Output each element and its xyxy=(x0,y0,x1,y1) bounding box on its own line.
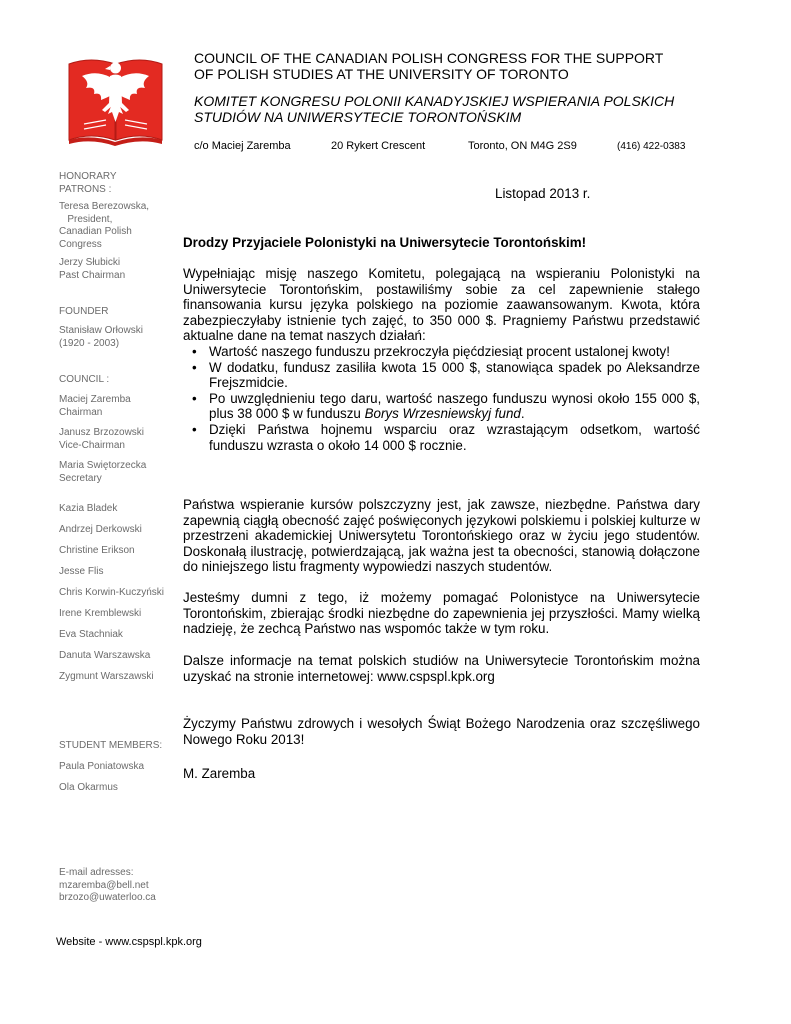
officer-role: Chairman xyxy=(59,406,103,418)
bullet-text-end: . xyxy=(520,406,525,422)
letter-paragraph xyxy=(183,653,700,684)
letter-paragraph-text: Państwa wspieranie kursów polszczyzny jest, jak zawsze, niezbędne. Państwa dary zapewnią ciągłą obecność zajęć poświęconych językowi polskiemu i polskiej kulturze w przestrzeni akademickiej Uniwersytetu Torontońskiego oraz w życiu jego studentów. Doskonałą ilustrację, potwierdzającą, jak ważna jest ta obecności, stanowią dołączone do niniejszego listu fragmenty wypowiedzi naszych studentów. xyxy=(183,497,700,575)
sidebar-council-officer xyxy=(59,460,146,485)
student-member: Paula Poniatowska xyxy=(59,761,145,772)
patron1-line: Canadian Polish xyxy=(59,226,132,237)
sidebar-council-heading: COUNCIL : xyxy=(59,374,110,385)
bullet-item: • Wartość naszego funduszu przekroczyła pięćdziesiąt procent ustalonej kwoty! xyxy=(183,344,700,360)
sidebar-council-officer xyxy=(59,427,144,452)
officer-role: Secretary xyxy=(59,472,102,484)
honorary-heading-line2: PATRONS : xyxy=(59,183,112,195)
founder-line: Stanisław Orłowski xyxy=(59,325,143,336)
sidebar-founder-heading: FOUNDER xyxy=(59,306,109,317)
patron1-line: Congress xyxy=(59,238,102,250)
patron1-line: Teresa Berezowska, xyxy=(59,201,150,212)
sidebar-student-heading: STUDENT MEMBERS: xyxy=(59,740,163,751)
sidebar-founder xyxy=(59,325,143,350)
patron2-line: Jerzy Słubicki xyxy=(59,257,121,268)
letter-paragraph xyxy=(183,716,700,747)
letter-paragraph xyxy=(183,590,700,637)
header-title-polish-line1: KOMITET KONGRESU POLONII KANADYJSKIEJ WSPIERANIA POLSKICH xyxy=(194,93,675,109)
letter-paragraph-text: Dalsze informacje na temat polskich studiów na Uniwersytecie Torontońskim można uzyskać na stronie internetowej: www.cspspl.kpk.org xyxy=(183,653,700,684)
bullet-item: • W dodatku, fundusz zasiliła kwota 15 000 $, stanowiąca spadek po Aleksandrze Frejszmidcie. xyxy=(183,360,700,391)
patron1-line: President, xyxy=(59,213,113,225)
address-phone: (416) 422-0383 xyxy=(617,141,686,152)
email-address[interactable]: brzozo@uwaterloo.ca xyxy=(59,892,156,903)
sidebar-patron-berezowska xyxy=(59,201,149,251)
fund-name: Borys Wrzesniewskyj fund xyxy=(364,406,521,422)
council-member: Irene Kremblewski xyxy=(59,608,142,619)
officer-name: Maria Swiętorzecka xyxy=(59,460,147,471)
address-city: Toronto, ON M4G 2S9 xyxy=(468,140,577,152)
bullet-item: • Dzięki Państwa hojnemu wsparciu oraz wzrastającym odsetkom, wartość funduszu wzrasta o około 14 000 $ rocznie. xyxy=(183,422,700,453)
founder-line: (1920 - 2003) xyxy=(59,337,120,349)
officer-role: Vice-Chairman xyxy=(59,439,125,451)
header-title-polish xyxy=(194,93,674,125)
bullet-text: Po uwzględnieniu tego daru, wartość naszego funduszu wynosi około 155 000 $, plus 38 000 $ w funduszu xyxy=(209,390,700,422)
student-member: Ola Okarmus xyxy=(59,782,118,793)
council-member: Danuta Warszawska xyxy=(59,650,151,661)
header-title-english-line1: COUNCIL OF THE CANADIAN POLISH CONGRESS FOR THE SUPPORT xyxy=(194,50,664,66)
sidebar-council-officer xyxy=(59,394,131,419)
council-member: Zygmunt Warszawski xyxy=(59,671,154,682)
letter-signature: M. Zaremba xyxy=(183,766,256,781)
email-address[interactable]: mzaremba@bell.net xyxy=(59,879,149,891)
header-title-english-line2: OF POLISH STUDIES AT THE UNIVERSITY OF TORONTO xyxy=(194,66,569,82)
sidebar-patron-slubicki xyxy=(59,257,125,282)
sidebar-email-block xyxy=(59,867,156,905)
header-title-english xyxy=(194,50,663,82)
email-heading: E-mail adresses: xyxy=(59,867,134,878)
letter-paragraph: Wypełniając misję naszego Komitetu, polegającą na wspieraniu Polonistyki na Uniwersytecie Torontońskim, postawiliśmy sobie za cel zapewnienie stałego finansowania kursu języka polskiego na poziomie zaawansowanym. Kwota, która zabezpieczyłaby istnienie tych zajęć, to 350 000 $. Pragniemy Państwu przedstawić aktualne dane na temat naszych działań: xyxy=(183,266,700,344)
letter-paragraph-text: Życzymy Państwu zdrowych i wesołych Świąt Bożego Narodzenia oraz szczęśliwego Nowego Roku 2013! xyxy=(183,716,700,747)
header-title-polish-line2: STUDIÓW NA UNIWERSYTECIE TORONTOŃSKIM xyxy=(194,109,522,125)
council-member: Eva Stachniak xyxy=(59,629,123,640)
letter-paragraph xyxy=(183,497,700,575)
polish-eagle-book-logo xyxy=(66,52,165,146)
footer-website[interactable]: Website - www.cspspl.kpk.org xyxy=(56,936,202,948)
officer-name: Janusz Brzozowski xyxy=(59,427,145,438)
council-member: Chris Korwin-Kuczyński xyxy=(59,587,165,598)
council-member: Andrzej Derkowski xyxy=(59,524,142,535)
council-member: Kazia Bladek xyxy=(59,503,118,514)
letter-date: Listopad 2013 r. xyxy=(495,186,591,201)
honorary-heading-line1: HONORARY xyxy=(59,171,117,182)
patron2-line: Past Chairman xyxy=(59,269,126,281)
address-care-of: c/o Maciej Zaremba xyxy=(194,140,291,152)
funds-bullet-list xyxy=(183,344,700,453)
letter-paragraph-text: Jesteśmy dumni z tego, iż możemy pomagać Polonistyce na Uniwersytecie Torontońskim, zbierając środki niezbędne do zapewnienia jej przyszłości. Mamy wielką nadzieję, że zechcą Państwo nas wspomóc także w tym roku. xyxy=(183,590,700,637)
sidebar-honorary-heading xyxy=(59,171,117,196)
letter-section-funds xyxy=(183,266,700,453)
bullet-item xyxy=(183,391,700,422)
council-member: Jesse Flis xyxy=(59,566,104,577)
officer-name: Maciej Zaremba xyxy=(59,394,131,405)
polish-eagle-book-icon xyxy=(69,54,162,146)
council-member: Christine Erikson xyxy=(59,545,135,556)
address-street: 20 Rykert Crescent xyxy=(331,140,426,152)
letter-salutation: Drodzy Przyjaciele Polonistyki na Uniwersytecie Torontońskim! xyxy=(183,235,587,250)
